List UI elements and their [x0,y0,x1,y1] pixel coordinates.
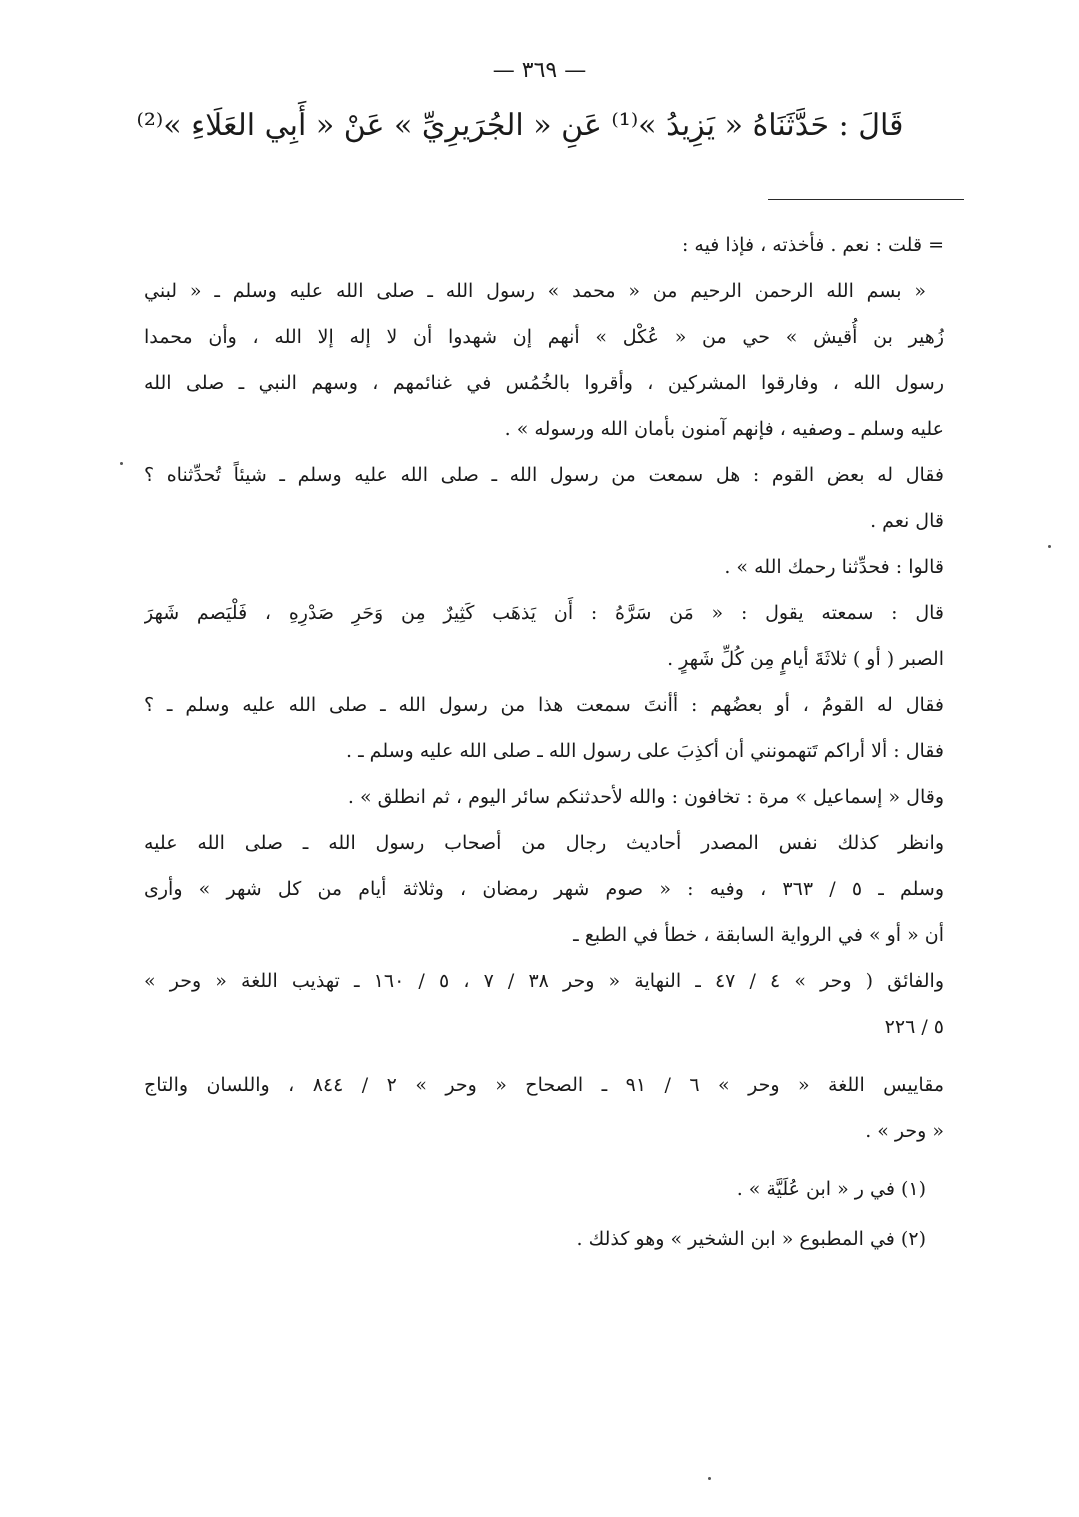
text-line: قال : سمعته يقول : « مَن سَرَّهُ : أَن يَذهَب كَثِيرٌ مِن وَحَرِ صَدْرِهِ ، فَلْيَصم شَهرَ [144,602,944,624]
scan-speck [1048,545,1051,548]
text-line: فقال له القومُ ، أو بعضُهم : أأنتَ سمعت هذا من رسول الله ـ صلى الله عليه وسلم ـ ؟ [144,694,944,716]
text-line: ٥ / ٢٢٦ [884,1016,944,1038]
text-line: الصبر ( أو ) ثلاثَةَ أيامٍ مِن كُلِّ شَهرٍ . [667,648,944,670]
text-line: فقال له بعض القوم : هل سمعت من رسول الله ـ صلى الله عليه وسلم ـ شيئاً تُحدِّثناه ؟ [144,464,944,486]
text-line: قالوا : فحدِّثنا رحمك الله » . [724,556,944,578]
text-line: أن « أو » في الرواية السابقة ، خطأ في الطبع ـ [573,924,944,946]
text-line: وانظر كذلك نفس المصدر أحاديث رجال من أصحاب رسول الله ـ صلى الله عليه [144,832,944,854]
text-line: والفائق ( وحر » ٤ / ٤٧ ـ النهاية « وحر ٣٨ / ٧ ، ٥ / ١٦٠ ـ تهذيب اللغة « وحر » [144,970,944,992]
text-line: وسلم ـ ٥ / ٣٦٣ ، وفيه : « صوم شهر رمضان ، وثلاثة أيام من كل شهر » وأرى [144,878,944,900]
footnote-text-block [144,222,944,1264]
text-line: زُهير بن أُقيش » حي من « عُكْل » أنهم إن شهدوا أن لا إله إلا الله ، وأن محمدا [144,326,944,348]
scan-speck [120,462,123,465]
page-heading: قَالَ : حَدَّثَنَاهُ « يَزِيدُ »⁽¹⁾ عَنِ « الجُرَيرِيِّ » عَنْ « أَبِي العَلَاءِ »⁽²⁾ [136,108,904,143]
text-line: رسول الله ، وفارقوا المشركين ، وأقروا بالخُمُس في غنائمهم ، وسهم النبي ـ صلى الله [144,372,944,394]
footnote-divider [768,199,964,200]
text-line: فقال : ألا أراكم تَتهمونني أن أكذِبَ على رسول الله ـ صلى الله عليه وسلم ـ . [346,740,944,762]
scan-speck [708,1477,711,1480]
footnote-2: (٢) في المطبوع « ابن الشخير » وهو كذلك . [576,1228,926,1250]
footnote-1: (١) في ر « ابن عُلَيَّة » . [736,1178,926,1200]
text-line: قال نعم . [870,510,944,532]
text-line: مقاييس اللغة « وحر » ٦ / ٩١ ـ الصحاح « وحر » ٢ / ٨٤٤ ، واللسان والتاج [144,1074,944,1096]
text-line: « بسم الله الرحمن الرحيم من « محمد » رسول الله ـ صلى الله عليه وسلم ـ « لبني [144,280,926,302]
page-number: — ٣٦٩ — [492,58,587,83]
text-line: = قلت : نعم . فأخذته ، فإذا فيه : [681,234,944,256]
text-line: « وحر » . [865,1120,944,1142]
text-line: عليه وسلم ـ وصفيه ، فإنهم آمنون بأمان الله ورسوله » . [504,418,944,440]
text-line: وقال « إسماعيل » مرة : تخافون : والله لأحدثنكم سائر اليوم ، ثم انطلق » . [347,786,944,808]
